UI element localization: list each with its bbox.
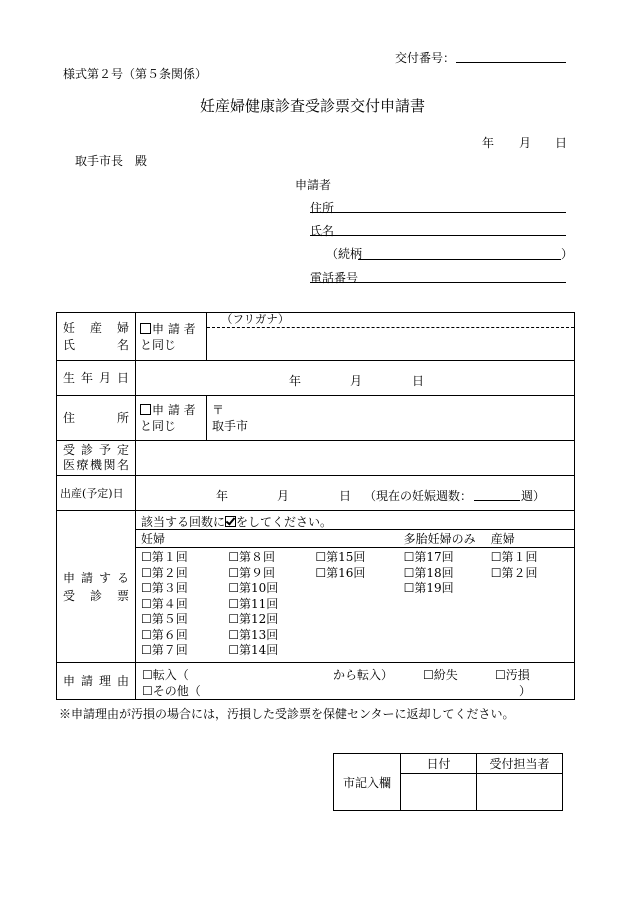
issue-number-field[interactable]	[456, 62, 566, 63]
reason-field: ☐転入（ から転入） ☐紛失 ☐汚損 ☐その他（ ）	[136, 663, 575, 700]
applicant-address-label: 住所	[310, 201, 335, 215]
form-number: 様式第２号（第５条関係）	[63, 67, 208, 81]
visit-checkbox[interactable]: ☐第11回	[228, 596, 279, 611]
visit-checkbox[interactable]: ☐第16回	[315, 565, 366, 580]
reason-other-checkbox[interactable]: ☐その他（	[142, 684, 201, 698]
date-year-label: 年	[482, 136, 495, 150]
office-use-label: 市記入欄	[334, 754, 401, 811]
visit-checkbox[interactable]: ☐第５回	[141, 612, 188, 626]
name-field[interactable]	[207, 328, 574, 360]
visit-checkbox[interactable]: ☐第６回	[141, 627, 188, 642]
name-same-checkbox[interactable]	[140, 323, 151, 334]
row-name	[57, 313, 575, 361]
applicant-relation-label: （続柄	[326, 247, 363, 261]
applicant-name-field[interactable]	[310, 235, 566, 236]
row-birth	[57, 361, 575, 396]
reason-label: 申 請 理 由	[57, 663, 136, 700]
multiple-col	[399, 548, 486, 662]
office-staff-header: 受付担当者	[477, 754, 563, 774]
due-date-field[interactable]: 年 月 日 （現在の妊娠週数： 週）	[136, 476, 575, 511]
due-weeks-field[interactable]	[474, 500, 520, 501]
row-name-label: 妊 産 婦 氏 名	[57, 313, 136, 361]
clinic-label: 受 診 予 定 医療機関名	[57, 441, 136, 476]
city-label: 取手市	[212, 419, 249, 433]
office-use-table	[333, 753, 563, 811]
clinic-field[interactable]	[136, 441, 575, 476]
visit-checkbox[interactable]: ☐第14回	[228, 643, 279, 657]
date-month-label: 月	[519, 136, 532, 150]
pregnant-col-2	[223, 548, 310, 662]
visit-checkbox[interactable]: ☐第１回	[141, 550, 188, 564]
name-same-as-applicant[interactable]: 申 請 者 と同じ	[136, 313, 207, 361]
date-day-label: 日	[555, 136, 568, 150]
postal-mark: 〒	[212, 403, 225, 417]
visit-checkbox[interactable]: ☐第３回	[141, 581, 188, 595]
row-address	[57, 396, 575, 441]
applicant-relation-field[interactable]	[358, 259, 561, 260]
visits-instruction: 該当する回数に をしてください。	[136, 511, 574, 530]
check-mark-icon	[225, 516, 236, 527]
birth-field[interactable]: 年 月 日	[136, 361, 575, 396]
visit-checkbox[interactable]: ☐第13回	[228, 627, 279, 642]
applicant-address-field[interactable]	[310, 212, 566, 213]
address-same-checkbox[interactable]	[140, 404, 151, 415]
due-weeks-label: （現在の妊娠週数：	[364, 489, 473, 503]
page-title: 妊産婦健康診査受診票交付申請書	[200, 97, 426, 115]
visit-checkbox[interactable]: ☐第19回	[403, 581, 454, 595]
address-label: 住 所	[57, 396, 136, 441]
office-staff-field[interactable]	[477, 774, 563, 811]
furigana-field[interactable]: （フリガナ）	[207, 313, 574, 328]
visit-checkbox[interactable]: ☐第２回	[490, 565, 538, 580]
visit-checkbox[interactable]: ☐第１回	[490, 550, 538, 564]
due-date-label: 出産(予定)日	[57, 476, 136, 511]
applicant-name-label: 氏名	[310, 224, 335, 238]
visit-checkbox[interactable]: ☐第10回	[228, 581, 279, 595]
multiple-heading: 多胎妊婦のみ	[399, 530, 486, 548]
pregnant-heading: 妊婦	[136, 530, 399, 548]
issue-number-label: 交付番号：	[395, 51, 456, 65]
office-date-field[interactable]	[401, 774, 477, 811]
address-same-as-applicant[interactable]: 申 請 者 と同じ	[136, 396, 207, 441]
visit-checkbox[interactable]: ☐第12回	[228, 612, 279, 626]
reason-damaged-checkbox[interactable]: ☐汚損	[495, 668, 530, 682]
visits-label: 申 請 す る 受 診 票	[57, 511, 136, 663]
address-field[interactable]	[207, 396, 575, 441]
application-form-table	[56, 312, 575, 700]
applicant-relation-close: ）	[561, 247, 574, 261]
row-reason	[57, 663, 575, 700]
reason-lost-checkbox[interactable]: ☐紛失	[423, 668, 458, 682]
applicant-phone-label: 電話番号	[310, 271, 359, 285]
row-visits	[57, 511, 575, 663]
postpartum-col	[486, 548, 574, 662]
addressee: 取手市長 殿	[75, 154, 148, 168]
visit-checkbox[interactable]: ☐第７回	[141, 643, 188, 657]
row-clinic	[57, 441, 575, 476]
birth-label: 生 年 月 日	[57, 361, 136, 396]
visit-checkbox[interactable]: ☐第18回	[403, 565, 454, 580]
pregnant-col-3	[310, 548, 398, 662]
applicant-phone-field[interactable]	[310, 282, 566, 283]
applicant-heading: 申請者	[295, 178, 332, 192]
visit-checkbox[interactable]: ☐第９回	[228, 565, 275, 580]
visit-checkbox[interactable]: ☐第15回	[315, 550, 366, 564]
visit-checkbox[interactable]: ☐第17回	[403, 550, 454, 564]
visit-checkbox[interactable]: ☐第８回	[228, 550, 275, 564]
office-date-header: 日付	[401, 754, 477, 774]
visit-checkbox[interactable]: ☐第２回	[141, 565, 188, 580]
row-due-date	[57, 476, 575, 511]
reason-transfer-checkbox[interactable]: ☐転入（	[142, 668, 189, 682]
visit-checkbox[interactable]: ☐第４回	[141, 596, 188, 611]
postpartum-heading: 産婦	[486, 530, 574, 548]
damage-return-note: ※申請理由が汚損の場合には，汚損した受診票を保健センターに返却してください。	[59, 707, 515, 721]
pregnant-col-1	[136, 548, 223, 662]
